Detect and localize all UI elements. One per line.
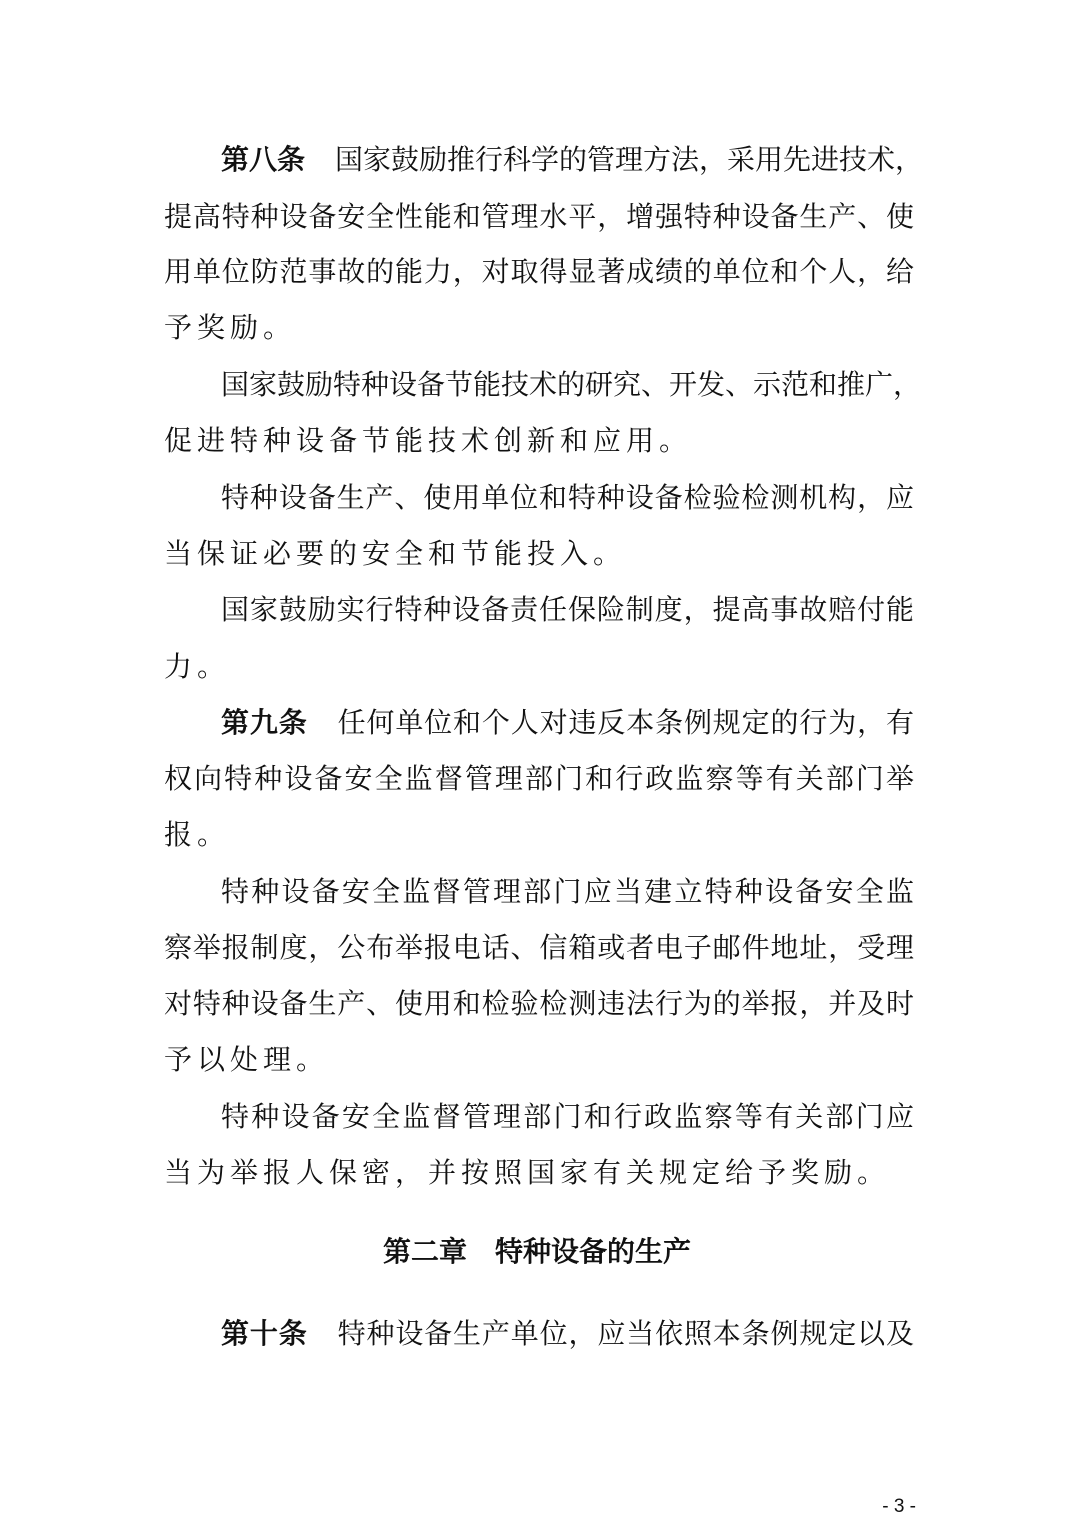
article-10-label: 第十条 xyxy=(221,1317,308,1350)
page-number: - 3 - xyxy=(882,1496,916,1517)
article-8-line-4: 予奖励。 xyxy=(164,311,297,344)
article-9-para-2-line-3: 对特种设备生产、使用和检验检测违法行为的举报，并及时 xyxy=(164,987,914,1020)
article-9-para-2-line-2: 察举报制度，公布举报电话、信箱或者电子邮件地址，受理 xyxy=(164,931,914,964)
article-9-label: 第九条 xyxy=(221,706,308,739)
article-8-para-2-line-1: 国家鼓励特种设备节能技术的研究、开发、示范和推广， xyxy=(221,368,922,401)
article-9-line-2: 权向特种设备安全监督管理部门和行政监察等有关部门举 xyxy=(164,762,914,795)
article-9-para-2-line-4: 予以处理。 xyxy=(164,1043,330,1076)
chapter-heading: 第二章 特种设备的生产 xyxy=(382,1235,691,1268)
article-9-para-2-line-1: 特种设备安全监督管理部门应当建立特种设备安全监 xyxy=(221,875,914,908)
article-8-line-3: 用单位防范事故的能力，对取得显著成绩的单位和个人，给 xyxy=(164,255,914,288)
article-8-para-4-line-2: 力。 xyxy=(164,650,231,683)
article-9-para-3-line-2: 当为举报人保密，并按照国家有关规定给予奖励。 xyxy=(164,1156,891,1189)
article-8-para-3-line-2: 当保证必要的安全和节能投入。 xyxy=(164,537,627,570)
article-9-line-1 xyxy=(221,703,914,743)
article-8-para-3-line-1: 特种设备生产、使用单位和特种设备检验检测机构，应 xyxy=(221,481,914,514)
article-9-para-3-line-1: 特种设备安全监督管理部门和行政监察等有关部门应 xyxy=(221,1100,914,1133)
article-8-para-2-line-2: 促进特种设备节能技术创新和应用。 xyxy=(164,424,693,457)
article-8-para-4-line-1: 国家鼓励实行特种设备责任保险制度，提高事故赔付能 xyxy=(221,593,914,626)
article-8-line-1 xyxy=(221,140,924,180)
article-8-line-2: 提高特种设备安全性能和管理水平，增强特种设备生产、使 xyxy=(164,200,914,233)
article-8-text-1: 国家鼓励推行科学的管理方法，采用先进技术， xyxy=(335,143,924,176)
article-9-text-1: 任何单位和个人对违反本条例规定的行为，有 xyxy=(337,706,914,739)
article-10-text-1: 特种设备生产单位，应当依照本条例规定以及 xyxy=(337,1317,914,1350)
article-9-line-3: 报。 xyxy=(164,818,231,851)
article-10-line-1 xyxy=(221,1314,914,1354)
article-8-label: 第八条 xyxy=(221,143,306,176)
